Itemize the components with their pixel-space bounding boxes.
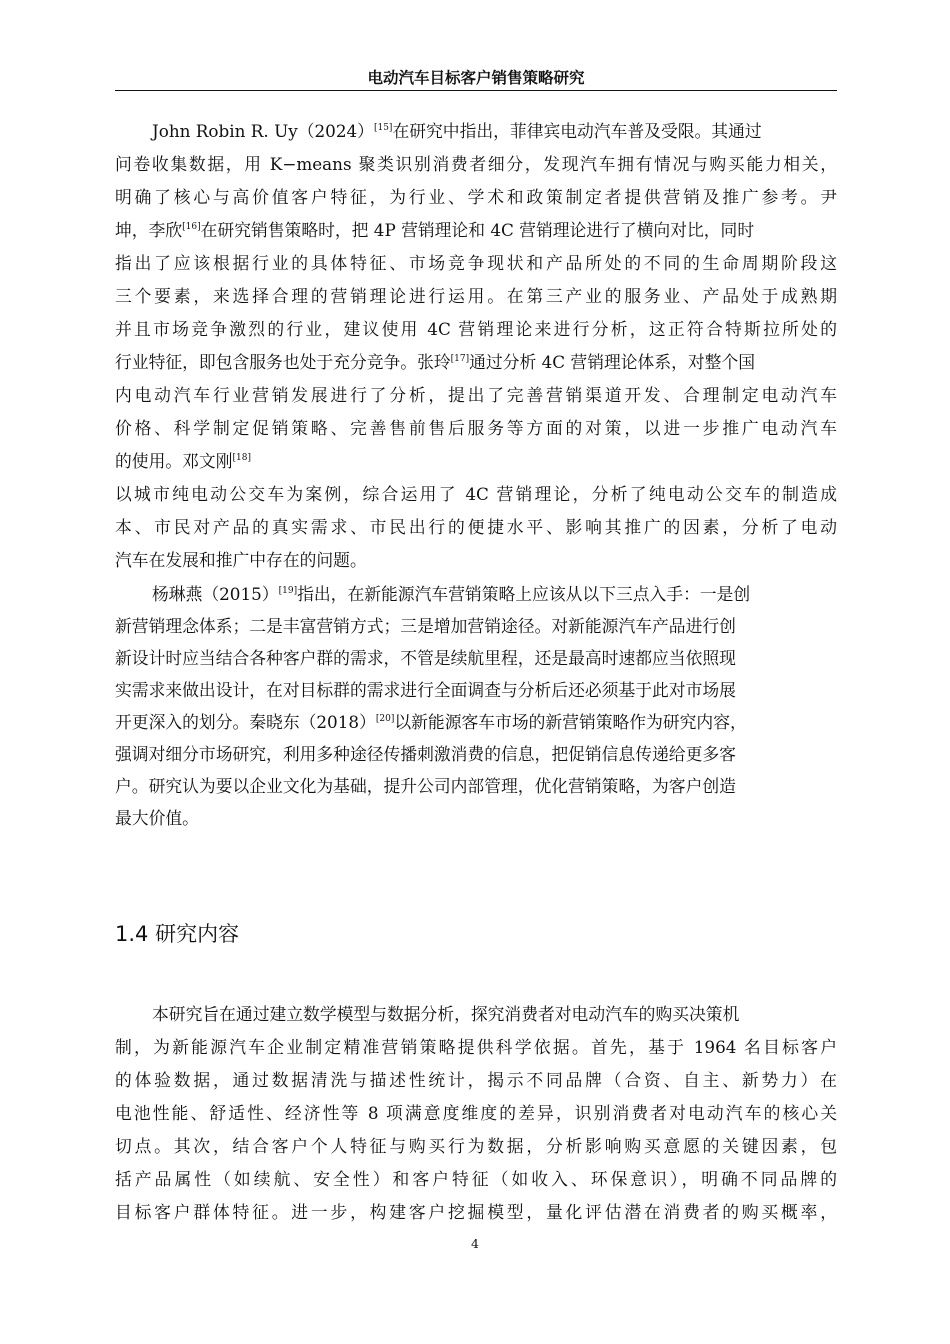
paragraph-3-line-5: 切点。其次，结合客户个人特征与购买行为数据，分析影响购买意愿的关键因素，包 xyxy=(115,1136,837,1156)
citation-16: [16] xyxy=(182,222,201,232)
paragraph-2-line-7: 户。研究认为要以企业文化为基础，提升公司内部管理，优化营销策略，为客户创造 xyxy=(115,776,736,796)
paragraph-2-line-6: 强调对细分市场研究，利用多种途径传播刺激消费的信息，把促销信息传递给更多客 xyxy=(115,744,736,764)
paragraph-1-line-4: 坤，李欣[16]在研究销售策略时，把 4P 营销理论和 4C 营销理论进行了横向对比，同时 xyxy=(115,220,755,240)
paragraph-1-line-1: John Robin R. Uy（2024）[15]在研究中指出，菲律宾电动汽车普及受限。其通过 xyxy=(152,121,762,141)
page-number: 4 xyxy=(471,1236,479,1251)
paragraph-2-line-1: 杨琳燕（2015）[19]指出，在新能源汽车营销策略上应该从以下三点入手：一是创 xyxy=(152,584,751,604)
citation-15: [15] xyxy=(373,123,393,133)
citation-18: [18] xyxy=(232,453,251,463)
paragraph-1-line-11: 的使用。邓文刚[18] xyxy=(115,451,251,471)
paragraph-1-line-7: 并且市场竞争激烈的行业，建议使用 4C 营销理论来进行分析，这正符合特斯拉所处的 xyxy=(115,319,837,339)
paragraph-1-line-5: 指出了应该根据行业的具体特征、市场竞争现状和产品所处的不同的生命周期阶段这 xyxy=(115,253,837,273)
citation-19: [19] xyxy=(278,586,298,596)
citation-17: [17] xyxy=(450,354,470,364)
paragraph-1-line-12: 以城市纯电动公交车为案例，综合运用了 4C 营销理论，分析了纯电动公交车的制造成 xyxy=(115,484,837,504)
section-heading: 1.4 研究内容 xyxy=(115,922,240,946)
paragraph-1-line-9: 内电动汽车行业营销发展进行了分析，提出了完善营销渠道开发、合理制定电动汽车 xyxy=(115,385,837,405)
paragraph-3-line-1: 本研究旨在通过建立数学模型与数据分析，探究消费者对电动汽车的购买决策机 xyxy=(152,1004,740,1024)
paragraph-1-line-8: 行业特征，即包含服务也处于充分竞争。张玲[17]通过分析 4C 营销理论体系，对整个国 xyxy=(115,352,756,372)
paragraph-1-line-3: 明确了核心与高价值客户特征，为行业、学术和政策制定者提供营销及推广参考。尹 xyxy=(115,187,837,207)
paragraph-3-line-7: 目标客户群体特征。进一步，构建客户挖掘模型，量化评估潜在消费者的购买概率， xyxy=(115,1202,837,1222)
paragraph-2-line-4: 实需求来做出设计，在对目标群的需求进行全面调查与分析后还必须基于此对市场展 xyxy=(115,680,736,700)
header-rule xyxy=(115,90,837,91)
paragraph-1-line-2: 问卷收集数据，用 K−means 聚类识别消费者细分，发现汽车拥有情况与购买能力相关， xyxy=(115,154,837,174)
paragraph-2-line-8: 最大价值。 xyxy=(115,808,199,828)
paragraph-2-line-2: 新营销理念体系；二是丰富营销方式；三是增加营销途径。对新能源汽车产品进行创 xyxy=(115,616,736,636)
paragraph-3-line-2: 制，为新能源汽车企业制定精准营销策略提供科学依据。首先，基于 1964 名目标客户 xyxy=(115,1037,837,1057)
paragraph-1-line-6: 三个要素，来选择合理的营销理论进行运用。在第三产业的服务业、产品处于成熟期 xyxy=(115,286,837,306)
paragraph-3-line-6: 括产品属性（如续航、安全性）和客户特征（如收入、环保意识），明确不同品牌的 xyxy=(115,1169,837,1189)
paragraph-2-line-3: 新设计时应当结合各种客户群的需求，不管是续航里程，还是最高时速都应当依照现 xyxy=(115,648,736,668)
paragraph-1-line-14: 汽车在发展和推广中存在的问题。 xyxy=(115,550,367,570)
paragraph-1-line-13: 本、市民对产品的真实需求、市民出行的便捷水平、影响其推广的因素，分析了电动 xyxy=(115,517,837,537)
citation-20: [20] xyxy=(375,714,395,724)
paragraph-2-line-5: 开更深入的划分。秦晓东（2018）[20]以新能源客车市场的新营销策略作为研究内容， xyxy=(115,712,747,732)
page-header: 电动汽车目标客户销售策略研究 xyxy=(367,69,585,87)
paragraph-1-line-10: 价格、科学制定促销策略、完善售前售后服务等方面的对策，以进一步推广电动汽车 xyxy=(115,418,837,438)
paragraph-3-line-3: 的体验数据，通过数据清洗与描述性统计，揭示不同品牌（合资、自主、新势力）在 xyxy=(115,1070,837,1090)
paragraph-3-line-4: 电池性能、舒适性、经济性等 8 项满意度维度的差异，识别消费者对电动汽车的核心关 xyxy=(115,1103,837,1123)
